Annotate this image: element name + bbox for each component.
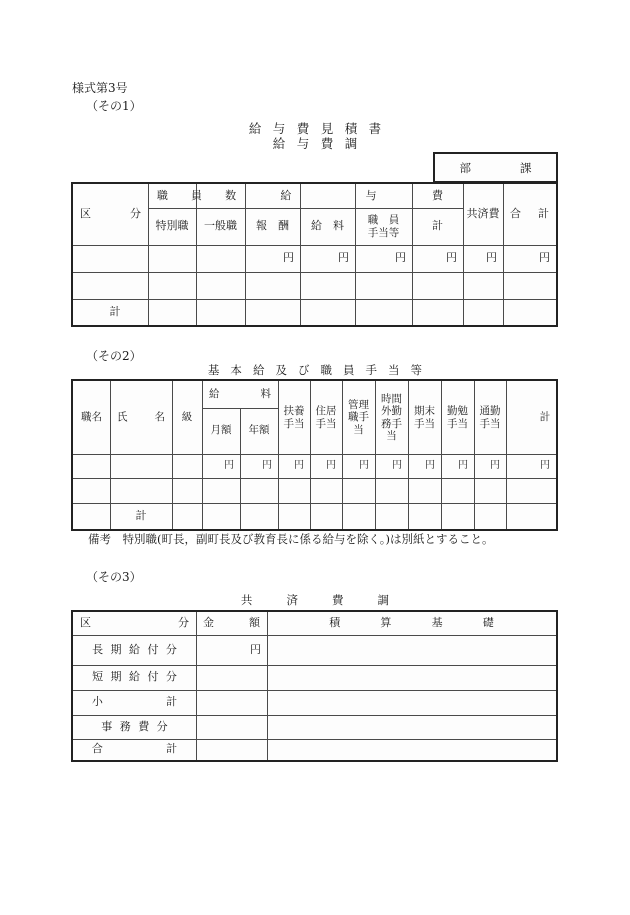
table-2-header-diligence-allowance — [441, 381, 474, 454]
table-2-header-person-name — [110, 381, 172, 454]
table-1-header-staff-count: 職 員 数 — [156, 188, 243, 202]
table-1-header-salary: 給 料 — [311, 219, 344, 233]
table-1-header-staff-allowance — [355, 208, 412, 245]
table-3-cell-basis[interactable] — [267, 739, 556, 760]
overtime-allowance-label: 時間 外勤 務手 当 — [381, 393, 402, 442]
table-1-header-subtotal: 計 — [432, 219, 443, 233]
table-3-cell-basis[interactable] — [267, 635, 556, 665]
manager-allowance-label: 管理 職手 当 — [348, 399, 369, 436]
table-2-header-term-end-allowance — [408, 381, 441, 454]
table-2-note: 備考 特別職(町長，副町長及び教育長に係る給与を除く。)は別紙とすること。 — [88, 532, 494, 546]
table-2-cell[interactable] — [474, 503, 506, 529]
table-2-cell[interactable] — [278, 503, 310, 529]
table-2-cell[interactable] — [506, 454, 534, 478]
table-3-row-label: 合 計 — [91, 742, 181, 756]
table-2-cell[interactable] — [408, 478, 441, 503]
table-2-cell[interactable] — [534, 478, 556, 503]
table-3-cell-basis[interactable] — [267, 715, 556, 739]
table-1-cell[interactable]: 円 — [338, 251, 349, 265]
table-1-cell[interactable] — [463, 272, 503, 299]
table-2-header-housing-allowance — [310, 381, 342, 454]
diligence-allowance-label: 勤勉 手当 — [447, 405, 468, 430]
kubun-ku: 区 — [80, 207, 91, 221]
table-2-cell[interactable] — [202, 503, 240, 529]
table-2-cell[interactable]: 円 — [490, 460, 500, 472]
table-1-cell[interactable] — [503, 272, 556, 299]
table-3-kubun-bun: 分 — [178, 616, 189, 630]
table-1-header-grand-total — [503, 184, 556, 245]
term-end-allowance-label: 期末 手当 — [414, 405, 435, 430]
table-2-cell[interactable] — [441, 503, 474, 529]
table-2-cell[interactable]: 円 — [294, 460, 304, 472]
table-2-cell[interactable] — [110, 478, 172, 503]
table-2-header-total: 計 — [539, 410, 551, 423]
table-1-cell-total-label: 計 — [109, 304, 121, 318]
table-2-cell[interactable]: 円 — [224, 460, 234, 472]
table-3-cell-basis[interactable] — [267, 690, 556, 715]
table-3-cell-amount[interactable] — [196, 690, 267, 715]
document-title-line-1: 給 与 費 見 積 書 — [248, 121, 385, 136]
table-2-cell[interactable] — [342, 478, 375, 503]
table-2-cell[interactable] — [375, 503, 408, 529]
table-1-cell[interactable] — [503, 299, 556, 325]
table-2-cell[interactable]: 円 — [425, 460, 435, 472]
amount-gaku: 額 — [249, 616, 260, 630]
table-2-cell-total-label: 計 — [135, 508, 147, 522]
table-3-kubun-ku: 区 — [80, 616, 91, 630]
table-1-cell[interactable] — [73, 245, 148, 272]
table-2-cell[interactable]: 円 — [359, 460, 369, 472]
table-2-cell[interactable] — [73, 478, 110, 503]
table-3-row-label: 短 期 給 付 分 — [92, 670, 179, 684]
table-3-caption: 共 済 費 調 — [240, 593, 393, 607]
table-2-cell[interactable] — [202, 478, 240, 503]
table-1-cell[interactable] — [463, 299, 503, 325]
table-2-cell[interactable] — [110, 454, 172, 478]
kubun-bun: 分 — [130, 207, 141, 221]
table-2-cell[interactable] — [73, 503, 110, 529]
person-name-mei: 名 — [154, 410, 165, 423]
table-1-cell[interactable] — [355, 272, 412, 299]
table-3-row-label: 事 務 費 分 — [101, 719, 170, 733]
dept-section-box — [433, 152, 558, 183]
table-2-cell[interactable] — [342, 503, 375, 529]
table-1-cell[interactable] — [196, 299, 245, 325]
table-1-cell[interactable] — [73, 272, 148, 299]
table-2-cell[interactable]: 円 — [458, 460, 468, 472]
table-3-header-basis: 積 算 基 礎 — [329, 616, 500, 630]
table-1-cell[interactable] — [412, 272, 463, 299]
staff-allowance-line-1: 職 員 — [367, 214, 400, 227]
table-2-cell[interactable] — [73, 454, 110, 478]
section-3-label: （その3） — [86, 570, 142, 584]
table-1-cell[interactable]: 円 — [283, 251, 294, 265]
table-2-cell[interactable] — [172, 503, 202, 529]
table-1-header-kubun — [73, 184, 148, 245]
table-2-header-post-name: 職名 — [81, 410, 102, 423]
table-2-cell[interactable]: 円 — [326, 460, 336, 472]
person-name-shi: 氏 — [117, 410, 128, 423]
table-1-cell[interactable] — [355, 299, 412, 325]
table-1-header-mutual-aid: 共済費 — [466, 207, 500, 221]
table-2-cell[interactable] — [506, 478, 534, 503]
table-3-row-label: 小 計 — [91, 695, 181, 709]
table-2-cell[interactable]: 円 — [392, 460, 402, 472]
table-3-cell-amount[interactable] — [196, 665, 267, 690]
table-2-cell[interactable] — [172, 478, 202, 503]
table-2-cell[interactable] — [534, 503, 556, 529]
salary-group-ryo: 料 — [260, 387, 271, 400]
table-2-cell[interactable] — [474, 478, 506, 503]
table-1-cell[interactable] — [196, 245, 245, 272]
table-2-cell[interactable] — [408, 503, 441, 529]
dependent-allowance-label: 扶養 手当 — [283, 405, 305, 430]
section-2-label: （その2） — [86, 349, 142, 363]
table-2-header-salary-annual: 年額 — [248, 424, 270, 437]
table-2-header-commute-allowance — [474, 381, 506, 454]
table-2-cell[interactable] — [172, 454, 202, 478]
table-2-cell[interactable] — [375, 478, 408, 503]
table-3-cell-amount[interactable] — [196, 739, 267, 760]
table-1-header-cost: 費 — [432, 188, 443, 202]
table-1-cell[interactable] — [300, 272, 355, 299]
table-2-header-salary-monthly: 月額 — [210, 424, 232, 437]
table-2-header-manager-allowance — [342, 381, 375, 454]
table-1-cell[interactable] — [245, 299, 300, 325]
table-1-header-special-post: 特別職 — [155, 219, 189, 233]
section-label: 課 — [520, 160, 532, 175]
amount-kin: 金 — [203, 616, 214, 630]
table-1-cell[interactable] — [148, 245, 196, 272]
table-1-cell[interactable]: 円 — [486, 251, 497, 265]
table-3-header-kubun — [73, 612, 196, 635]
table-2-cell[interactable] — [240, 503, 278, 529]
table-1-cell[interactable]: 円 — [395, 251, 406, 265]
table-1-header-remuneration: 報 酬 — [256, 219, 289, 233]
table-3-row-label: 長 期 給 付 分 — [92, 642, 179, 656]
table-2-cell[interactable] — [310, 503, 342, 529]
table-2-header-grade: 級 — [181, 410, 193, 423]
table-1-cell[interactable] — [245, 272, 300, 299]
table-1-cell[interactable]: 円 — [446, 251, 457, 265]
grand-total-go: 合 — [510, 207, 521, 221]
salary-group-kyu: 給 — [209, 387, 220, 400]
table-2-cell[interactable] — [278, 478, 310, 503]
table-1-cell[interactable] — [148, 299, 196, 325]
table-3-cell-amount[interactable]: 円 — [250, 642, 261, 656]
table-2-cell[interactable] — [310, 478, 342, 503]
commute-allowance-label: 通勤 手当 — [479, 405, 501, 430]
table-2-header-dependent-allowance — [278, 381, 310, 454]
grand-total-kei: 計 — [538, 207, 549, 221]
table-3-cell-basis[interactable] — [267, 665, 556, 690]
table-3-header-amount — [196, 612, 267, 635]
form-number: 様式第3号 — [72, 81, 128, 95]
table-2-header-blank — [506, 381, 534, 454]
dept-label: 部 — [459, 160, 471, 175]
table-1-cell[interactable]: 円 — [539, 251, 550, 265]
staff-allowance-line-2: 手当等 — [367, 226, 400, 239]
document-title-line-2: 給 与 費 調 — [272, 136, 361, 151]
section-1-label: （その1） — [86, 99, 142, 113]
table-3-cell-amount[interactable] — [196, 715, 267, 739]
table-2-cell[interactable] — [441, 478, 474, 503]
table-1-cell[interactable] — [196, 272, 245, 299]
table-2-caption: 基 本 給 及 び 職 員 手 当 等 — [207, 363, 426, 377]
table-1-header-general-post: 一般職 — [204, 219, 237, 233]
table-2-header-overtime-allowance — [375, 381, 408, 454]
table-2-cell[interactable]: 円 — [262, 460, 272, 472]
table-1-cell[interactable] — [412, 299, 463, 325]
table-1-cell[interactable] — [148, 272, 196, 299]
table-2-cell[interactable]: 円 — [540, 460, 550, 472]
table-1-cell[interactable] — [300, 299, 355, 325]
table-2-cell[interactable] — [240, 478, 278, 503]
table-2-header-salary-group — [202, 381, 278, 408]
table-2-cell[interactable] — [506, 503, 534, 529]
housing-allowance-label: 住居 手当 — [315, 405, 337, 430]
table-1-header-salary-group: 給 与 — [280, 188, 383, 202]
